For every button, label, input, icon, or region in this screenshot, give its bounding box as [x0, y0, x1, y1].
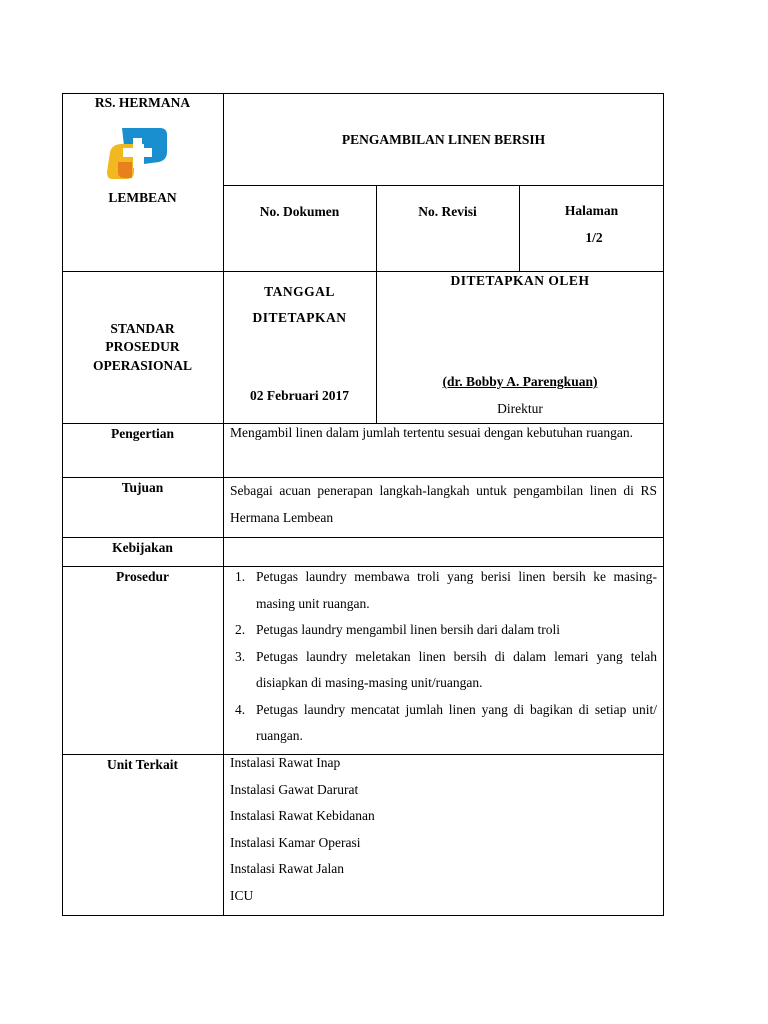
list-item: ICU	[230, 887, 254, 903]
sop-label-line1: STANDAR	[110, 321, 175, 336]
row-divider	[62, 537, 664, 538]
list-item: Instalasi Rawat Jalan	[230, 861, 344, 876]
section-label-prosedur: Prosedur	[116, 569, 169, 584]
date-label-line1: TANGGAL	[264, 284, 335, 299]
section-text-tujuan: Sebagai acuan penerapan langkah-langkah untuk pengambilan linen di RS Hermana Lembean	[230, 483, 657, 525]
column-divider	[519, 185, 520, 271]
procedure-step: 2. Petugas laundry mengambil linen bersih dari dalam troli	[235, 622, 561, 637]
row-divider	[62, 271, 664, 272]
approver-title: Direktur	[497, 401, 543, 416]
procedure-step: 1. Petugas laundry membawa troli yang berisi linen bersih ke masing-masing unit ruangan.	[235, 569, 657, 611]
date-value: 02 Februari 2017	[250, 388, 349, 403]
doc-number-label: No. Dokumen	[259, 204, 340, 219]
list-item: Instalasi Rawat Kebidanan	[230, 808, 375, 823]
list-item: Instalasi Gawat Darurat	[230, 781, 359, 797]
section-label-unit-terkait: Unit Terkait	[107, 757, 178, 772]
sop-label-line2: PROSEDUR	[105, 339, 180, 354]
procedure-list	[230, 564, 657, 750]
list-item: Instalasi Rawat Inap	[230, 755, 341, 770]
procedure-step: 3. Petugas laundry meletakan linen bersih di dalam lemari yang telah disiapkan di masing-masing unit/ruangan.	[235, 648, 657, 690]
row-divider	[223, 185, 664, 186]
approved-by-label: DITETAPKAN OLEH	[450, 273, 590, 288]
hospital-name: RS. HERMANA	[94, 95, 191, 110]
page-value: 1/2	[585, 230, 603, 245]
section-label-kebijakan: Kebijakan	[112, 540, 173, 555]
sop-label-line3: OPERASIONAL	[92, 358, 192, 373]
section-label-tujuan: Tujuan	[121, 480, 164, 495]
hospital-cross-logo-icon	[104, 124, 170, 182]
approver-name: (dr. Bobby A. Parengkuan)	[442, 374, 598, 389]
procedure-step: 4. Petugas laundry mencatat jumlah linen yang di bagikan di setiap unit/ ruangan.	[235, 701, 657, 743]
revision-label: No. Revisi	[418, 204, 477, 219]
related-units-list	[230, 750, 375, 909]
section-label-pengertian: Pengertian	[111, 426, 174, 441]
page-label: Halaman	[564, 203, 619, 218]
list-item: Instalasi Kamar Operasi	[230, 834, 361, 850]
date-label-line2: DITETAPKAN	[252, 310, 347, 325]
hospital-name-city: LEMBEAN	[108, 190, 177, 205]
page-title: PENGAMBILAN LINEN BERSIH	[341, 132, 546, 147]
section-text-pengertian: Mengambil linen dalam jumlah tertentu sesuai dengan kebutuhan ruangan.	[230, 425, 634, 440]
